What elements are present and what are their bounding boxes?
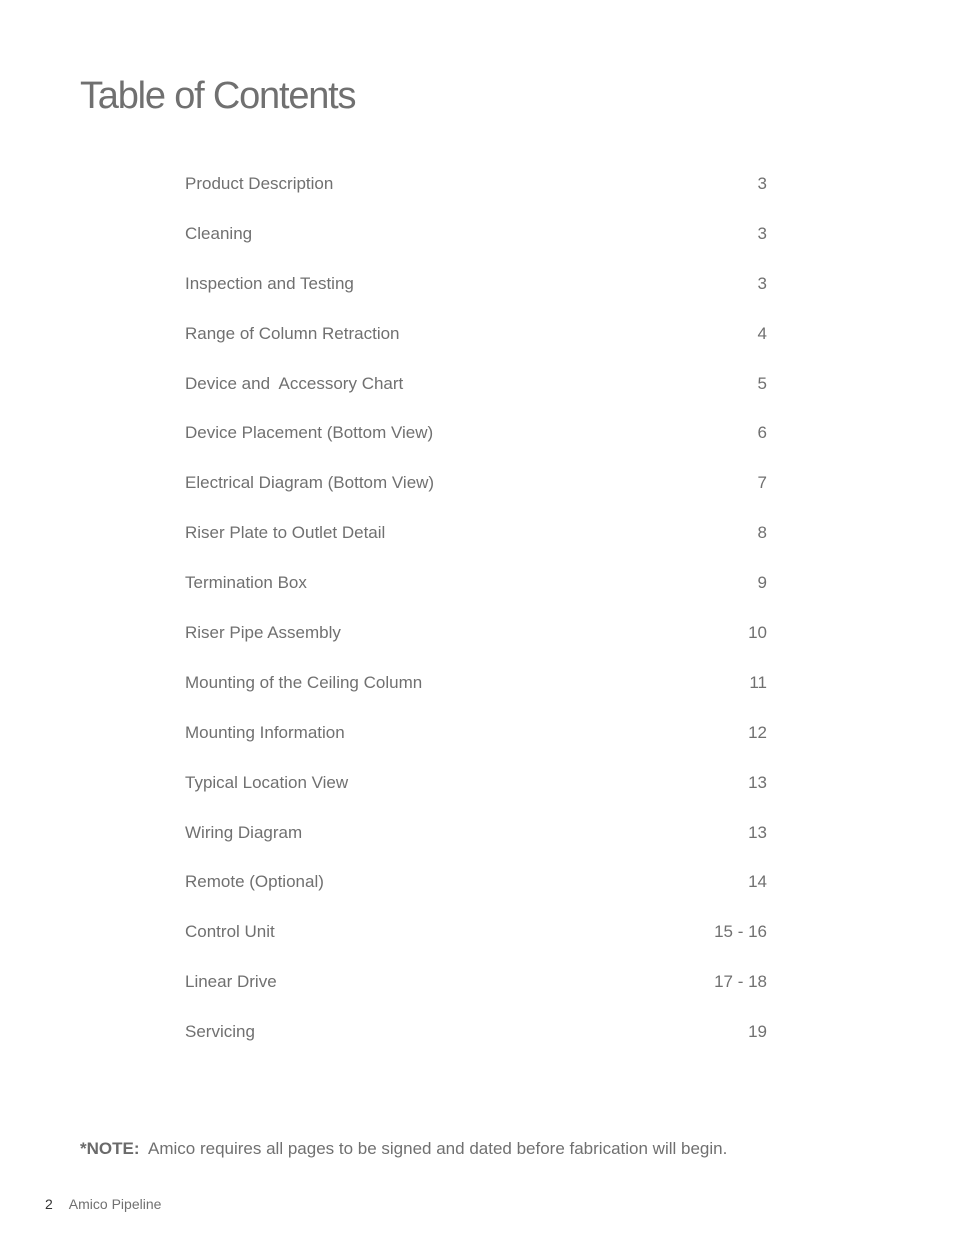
- toc-entry-title: Riser Plate to Outlet Detail: [185, 523, 386, 543]
- page-footer: [45, 1196, 161, 1212]
- toc-entry[interactable]: [185, 658, 767, 708]
- toc-entry-title: Riser Pipe Assembly: [185, 622, 341, 642]
- toc-entry-title: Termination Box: [185, 573, 307, 593]
- toc-entry[interactable]: [185, 1007, 767, 1057]
- note-label: *NOTE:: [80, 1139, 140, 1158]
- footer-publication-name: Amico Pipeline: [68, 1196, 162, 1212]
- toc-entry-page: 3: [757, 173, 767, 193]
- toc-entry[interactable]: [185, 159, 767, 209]
- toc-entry-title: Linear Drive: [185, 972, 277, 992]
- toc-entry-page: 4: [757, 323, 767, 343]
- toc-entry-page: 8: [757, 523, 767, 543]
- toc-entry-page: 12: [748, 722, 767, 742]
- toc-entry-title: Typical Location View: [185, 772, 349, 792]
- toc-entry-page: 9: [757, 573, 767, 593]
- toc-entry-title: Range of Column Retraction: [185, 323, 400, 343]
- toc-entry-page: 5: [757, 373, 767, 393]
- toc-entry-title: Device and Accessory Chart: [185, 373, 404, 393]
- toc-entry[interactable]: [185, 458, 767, 508]
- toc-entry-title: Electrical Diagram (Bottom View): [185, 473, 435, 493]
- toc-entry[interactable]: [185, 957, 767, 1007]
- toc-entry[interactable]: [185, 408, 767, 458]
- toc-entry[interactable]: [185, 907, 767, 957]
- toc-entry-page: 14: [748, 872, 767, 892]
- toc-entry[interactable]: [185, 259, 767, 309]
- toc-entry-title: Mounting of the Ceiling Column: [185, 672, 423, 692]
- toc-entry[interactable]: [185, 857, 767, 907]
- toc-entry-page: 3: [757, 273, 767, 293]
- toc-entry-page: 15 - 16: [714, 922, 767, 942]
- toc-entry-title: Inspection and Testing: [185, 273, 354, 293]
- toc-entry-title: Mounting Information: [185, 722, 345, 742]
- toc-entry-page: 7: [757, 473, 767, 493]
- toc-entry-title: Device Placement (Bottom View): [185, 423, 434, 443]
- note-text: Amico requires all pages to be signed and dated before fabrication will begin.: [139, 1139, 728, 1158]
- toc-entry-page: 13: [748, 822, 767, 842]
- toc-entry[interactable]: [185, 359, 767, 409]
- toc-entry-title: Servicing: [185, 1022, 255, 1042]
- page-title: Table of Contents: [80, 75, 356, 117]
- table-of-contents: [185, 159, 767, 1057]
- toc-entry-page: 10: [748, 622, 767, 642]
- toc-entry-title: Remote (Optional): [185, 872, 324, 892]
- footer-page-number: 2: [45, 1196, 53, 1212]
- toc-entry[interactable]: [185, 808, 767, 858]
- toc-entry-title: Product Description: [185, 173, 334, 193]
- toc-entry-page: 11: [749, 672, 767, 692]
- toc-entry-title: Cleaning: [185, 223, 253, 243]
- fabrication-note: [80, 1139, 727, 1159]
- toc-entry-page: 13: [748, 772, 767, 792]
- toc-entry-title: Control Unit: [185, 922, 275, 942]
- toc-entry[interactable]: [185, 708, 767, 758]
- toc-entry[interactable]: [185, 309, 767, 359]
- toc-entry[interactable]: [185, 608, 767, 658]
- toc-entry[interactable]: [185, 558, 767, 608]
- toc-entry-page: 6: [757, 423, 767, 443]
- toc-entry-title: Wiring Diagram: [185, 822, 303, 842]
- toc-entry-page: 17 - 18: [714, 972, 767, 992]
- toc-entry[interactable]: [185, 508, 767, 558]
- toc-entry-page: 19: [748, 1022, 767, 1042]
- toc-entry[interactable]: [185, 758, 767, 808]
- toc-entry[interactable]: [185, 209, 767, 259]
- toc-entry-page: 3: [757, 223, 767, 243]
